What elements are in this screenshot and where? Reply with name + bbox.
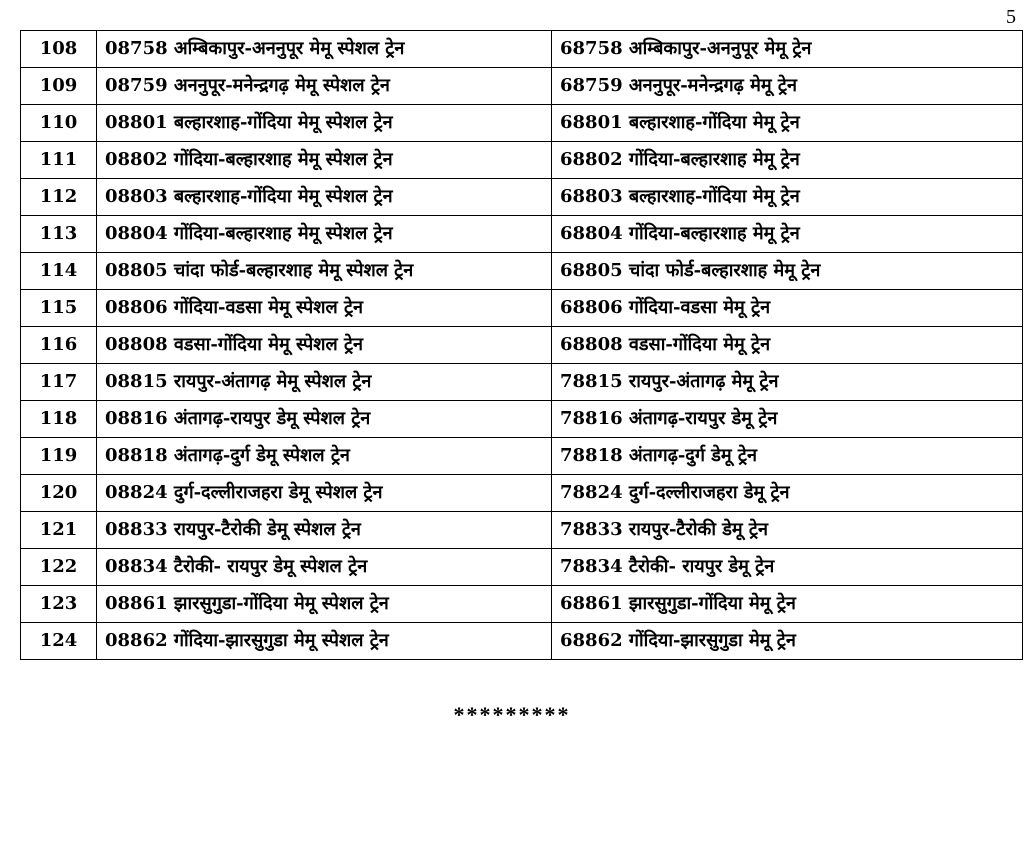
- regular-train-cell: 78815 रायपुर-अंतागढ़ मेमू ट्रेन: [552, 364, 1023, 401]
- special-train-cell: 08802 गोंदिया-बल्हारशाह मेमू स्पेशल ट्रेन: [97, 142, 552, 179]
- special-train-cell: 08758 अम्बिकापुर-अननुपूर मेमू स्पेशल ट्रेन: [97, 31, 552, 68]
- table-body: [21, 31, 1023, 660]
- serial-number-cell: 109: [21, 68, 97, 105]
- regular-train-cell: 68804 गोंदिया-बल्हारशाह मेमू ट्रेन: [552, 216, 1023, 253]
- regular-train-cell: 68803 बल्हारशाह-गोंदिया मेमू ट्रेन: [552, 179, 1023, 216]
- table-row: [21, 142, 1023, 179]
- regular-train-cell: 78824 दुर्ग-दल्लीराजहरा डेमू ट्रेन: [552, 475, 1023, 512]
- train-renumbering-table: [20, 30, 1023, 660]
- special-train-cell: 08861 झारसुगुडा-गोंदिया मेमू स्पेशल ट्रेन: [97, 586, 552, 623]
- special-train-cell: 08818 अंतागढ़-दुर्ग डेमू स्पेशल ट्रेन: [97, 438, 552, 475]
- table-row: [21, 179, 1023, 216]
- regular-train-cell: 78834 टैरोकी- रायपुर डेमू ट्रेन: [552, 549, 1023, 586]
- serial-number-cell: 111: [21, 142, 97, 179]
- special-train-cell: 08815 रायपुर-अंतागढ़ मेमू स्पेशल ट्रेन: [97, 364, 552, 401]
- page-number: 5: [1006, 6, 1016, 28]
- special-train-cell: 08833 रायपुर-टैरोकी डेमू स्पेशल ट्रेन: [97, 512, 552, 549]
- table-row: [21, 290, 1023, 327]
- regular-train-cell: 78816 अंतागढ़-रायपुर डेमू ट्रेन: [552, 401, 1023, 438]
- serial-number-cell: 117: [21, 364, 97, 401]
- serial-number-cell: 116: [21, 327, 97, 364]
- serial-number-cell: 118: [21, 401, 97, 438]
- table-row: [21, 401, 1023, 438]
- table-row: [21, 549, 1023, 586]
- special-train-cell: 08801 बल्हारशाह-गोंदिया मेमू स्पेशल ट्रेन: [97, 105, 552, 142]
- serial-number-cell: 108: [21, 31, 97, 68]
- regular-train-cell: 78833 रायपुर-टैरोकी डेमू ट्रेन: [552, 512, 1023, 549]
- regular-train-cell: 68805 चांदा फोर्ड-बल्हारशाह मेमू ट्रेन: [552, 253, 1023, 290]
- special-train-cell: 08804 गोंदिया-बल्हारशाह मेमू स्पेशल ट्रेन: [97, 216, 552, 253]
- regular-train-cell: 68808 वडसा-गोंदिया मेमू ट्रेन: [552, 327, 1023, 364]
- serial-number-cell: 123: [21, 586, 97, 623]
- serial-number-cell: 112: [21, 179, 97, 216]
- special-train-cell: 08862 गोंदिया-झारसुगुडा मेमू स्पेशल ट्रेन: [97, 623, 552, 660]
- end-of-list-marker: *********: [453, 702, 571, 727]
- special-train-cell: 08759 अननुपूर-मनेन्द्रगढ़ मेमू स्पेशल ट्रेन: [97, 68, 552, 105]
- table-row: [21, 438, 1023, 475]
- special-train-cell: 08816 अंतागढ़-रायपुर डेमू स्पेशल ट्रेन: [97, 401, 552, 438]
- table-row: [21, 31, 1023, 68]
- regular-train-cell: 68801 बल्हारशाह-गोंदिया मेमू ट्रेन: [552, 105, 1023, 142]
- table-row: [21, 216, 1023, 253]
- table-row: [21, 105, 1023, 142]
- table-row: [21, 68, 1023, 105]
- serial-number-cell: 110: [21, 105, 97, 142]
- table-row: [21, 475, 1023, 512]
- regular-train-cell: 68862 गोंदिया-झारसुगुडा मेमू ट्रेन: [552, 623, 1023, 660]
- regular-train-cell: 68759 अननुपूर-मनेन्द्रगढ़ मेमू ट्रेन: [552, 68, 1023, 105]
- regular-train-cell: 78818 अंतागढ़-दुर्ग डेमू ट्रेन: [552, 438, 1023, 475]
- table-row: [21, 364, 1023, 401]
- serial-number-cell: 115: [21, 290, 97, 327]
- table-row: [21, 586, 1023, 623]
- regular-train-cell: 68861 झारसुगुडा-गोंदिया मेमू ट्रेन: [552, 586, 1023, 623]
- regular-train-cell: 68802 गोंदिया-बल्हारशाह मेमू ट्रेन: [552, 142, 1023, 179]
- regular-train-cell: 68806 गोंदिया-वडसा मेमू ट्रेन: [552, 290, 1023, 327]
- serial-number-cell: 113: [21, 216, 97, 253]
- special-train-cell: 08805 चांदा फोर्ड-बल्हारशाह मेमू स्पेशल ट्रेन: [97, 253, 552, 290]
- table-row: [21, 623, 1023, 660]
- serial-number-cell: 114: [21, 253, 97, 290]
- special-train-cell: 08834 टैरोकी- रायपुर डेमू स्पेशल ट्रेन: [97, 549, 552, 586]
- serial-number-cell: 122: [21, 549, 97, 586]
- serial-number-cell: 121: [21, 512, 97, 549]
- special-train-cell: 08806 गोंदिया-वडसा मेमू स्पेशल ट्रेन: [97, 290, 552, 327]
- table-row: [21, 253, 1023, 290]
- special-train-cell: 08803 बल्हारशाह-गोंदिया मेमू स्पेशल ट्रेन: [97, 179, 552, 216]
- table-row: [21, 512, 1023, 549]
- serial-number-cell: 124: [21, 623, 97, 660]
- special-train-cell: 08824 दुर्ग-दल्लीराजहरा डेमू स्पेशल ट्रेन: [97, 475, 552, 512]
- special-train-cell: 08808 वडसा-गोंदिया मेमू स्पेशल ट्रेन: [97, 327, 552, 364]
- regular-train-cell: 68758 अम्बिकापुर-अननुपूर मेमू ट्रेन: [552, 31, 1023, 68]
- serial-number-cell: 120: [21, 475, 97, 512]
- table-row: [21, 327, 1023, 364]
- serial-number-cell: 119: [21, 438, 97, 475]
